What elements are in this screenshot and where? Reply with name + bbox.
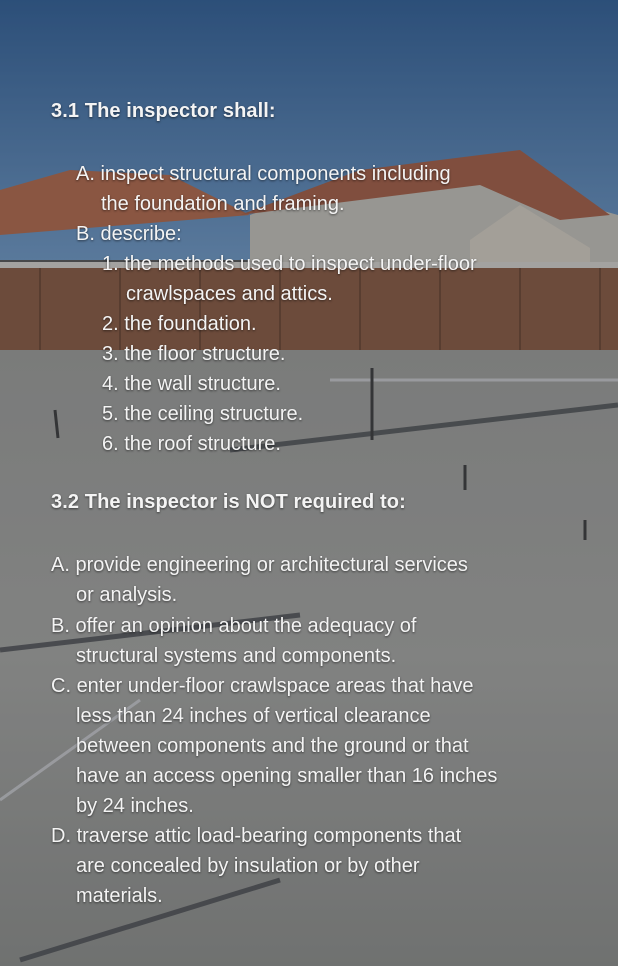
list-item-text: offer an opinion about the adequacy of xyxy=(75,615,417,637)
list-item-text: less than 24 inches of vertical clearance xyxy=(76,705,431,727)
list-item-text: between components and the ground or that xyxy=(76,735,469,757)
list-item-text: crawlspaces and attics. xyxy=(126,283,333,305)
list-item-text: by 24 inches. xyxy=(76,795,194,817)
list-marker: 2. xyxy=(102,313,119,335)
list-marker: B. xyxy=(76,223,95,245)
list-marker: A. xyxy=(51,554,70,576)
list-marker: 3. xyxy=(102,343,119,365)
list-item-text: provide engineering or architectural services xyxy=(75,554,468,576)
list-item-text: the methods used to inspect under-floor xyxy=(124,253,477,275)
list-marker: 6. xyxy=(102,433,119,455)
list-item-text: traverse attic load-bearing components that xyxy=(76,825,462,847)
list-marker: B. xyxy=(51,615,70,637)
list-marker: D. xyxy=(51,825,71,847)
section-heading-3-1: 3.1 The inspector shall: xyxy=(51,100,276,122)
list-item-text: the roof structure. xyxy=(124,433,281,455)
list-item-text: materials. xyxy=(76,885,163,907)
list-item-text: inspect structural components including xyxy=(100,163,451,185)
list-item-text: have an access opening smaller than 16 inches xyxy=(76,765,498,787)
list-marker: C. xyxy=(51,675,71,697)
section-heading-3-2: 3.2 The inspector is NOT required to: xyxy=(51,491,406,513)
list-item-text: describe: xyxy=(100,223,182,245)
list-item-text: the floor structure. xyxy=(124,343,286,365)
list-marker: 5. xyxy=(102,403,119,425)
list-marker: A. xyxy=(76,163,95,185)
list-item-text: structural systems and components. xyxy=(76,645,397,667)
list-marker: 1. xyxy=(102,253,119,275)
list-item-text: the ceiling structure. xyxy=(124,403,304,425)
list-item-text: the foundation and framing. xyxy=(101,193,345,215)
list-item-text: are concealed by insulation or by other xyxy=(76,855,420,877)
list-marker: 4. xyxy=(102,373,119,395)
list-item-text: the wall structure. xyxy=(124,373,281,395)
list-item-text: enter under-floor crawlspace areas that have xyxy=(76,675,474,697)
list-item-text: or analysis. xyxy=(76,584,178,606)
list-item-text: the foundation. xyxy=(124,313,257,335)
